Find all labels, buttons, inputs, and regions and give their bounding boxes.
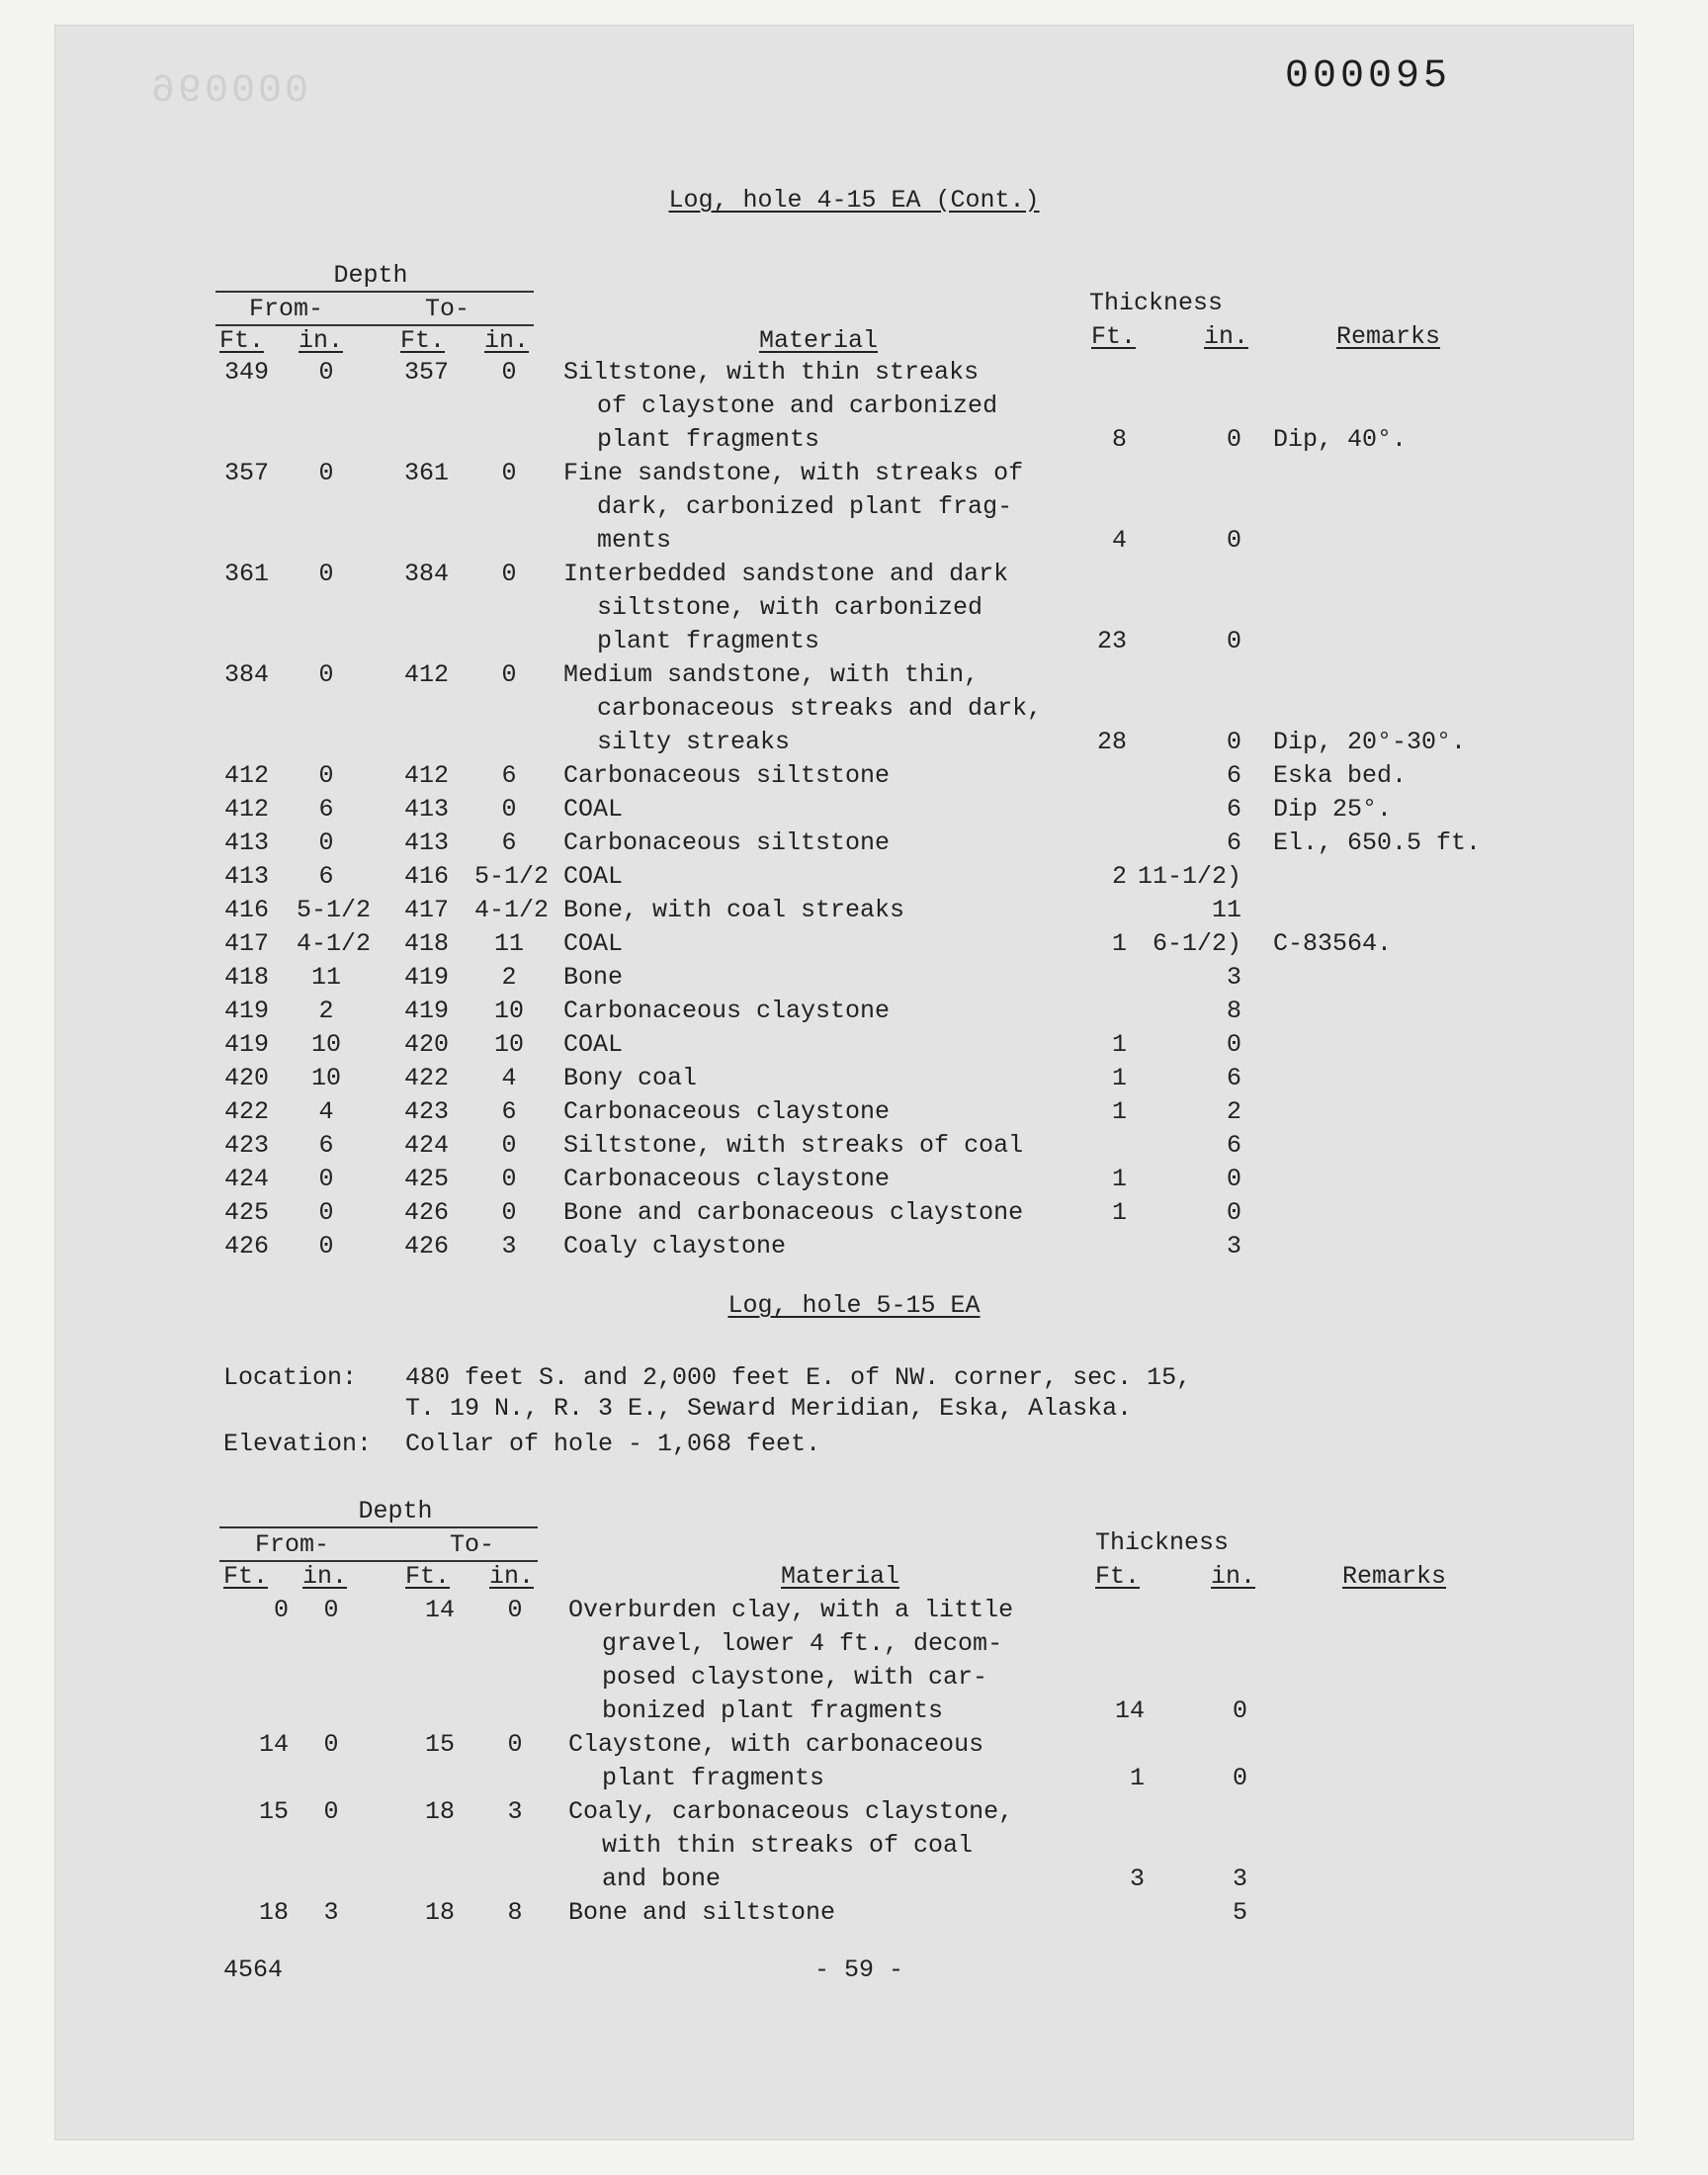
from-in-cell: 11	[310, 963, 341, 992]
from-in-cell: 0	[318, 1165, 334, 1193]
to-ft-cell: 419	[403, 963, 449, 992]
from-in-cell: 0	[318, 660, 334, 689]
depth-header: Depth	[333, 261, 408, 290]
material-cell: Medium sandstone, with thin,	[563, 660, 980, 689]
table1-title: Log, hole 4-15 EA (Cont.)	[668, 186, 1040, 215]
from-ft-cell: 416	[223, 896, 269, 924]
thickness-in-cell: 0	[1226, 728, 1241, 756]
thickness-in-cell: 3	[1226, 963, 1241, 992]
to-in-cell: 0	[501, 560, 517, 588]
location-line-1: 480 feet S. and 2,000 feet E. of NW. corner, sec. 15,	[405, 1363, 1192, 1392]
material-cell: Carbonaceous claystone	[563, 997, 891, 1025]
to-in-cell: 0	[501, 1131, 517, 1160]
from-ft-cell: 418	[223, 963, 269, 992]
thickness-header: Thickness	[1089, 289, 1224, 317]
from-ft-cell: 424	[223, 1165, 269, 1193]
thickness-in-cell: 3	[1232, 1865, 1247, 1893]
remarks-cell: C-83564.	[1273, 929, 1393, 958]
from-in-cell: 0	[318, 761, 334, 790]
thickness-in-cell: 2	[1226, 1097, 1241, 1126]
from-in-cell: 0	[318, 358, 334, 387]
from-ft-cell: 419	[223, 997, 269, 1025]
material-cell: Fine sandstone, with streaks of	[563, 459, 1024, 487]
to-in-cell: 0	[507, 1596, 523, 1624]
material-cell: Carbonaceous siltstone	[563, 761, 891, 790]
remarks-cell: Dip, 20°-30°.	[1273, 728, 1467, 756]
to-ft-cell: 14	[424, 1596, 455, 1624]
material-cell: posed claystone, with car-	[602, 1663, 988, 1692]
remarks-cell: El., 650.5 ft.	[1273, 828, 1482, 857]
material-cell: Bone	[563, 963, 624, 992]
thickness-in-cell: 6	[1226, 1131, 1241, 1160]
location-line-2: T. 19 N., R. 3 E., Seward Meridian, Eska, Alaska.	[405, 1394, 1133, 1423]
to-in-cell: 0	[501, 795, 517, 824]
to-ft-cell: 426	[403, 1232, 449, 1261]
remarks-cell: Eska bed.	[1273, 761, 1408, 790]
material-cell: carbonaceous streaks and dark,	[597, 694, 1043, 723]
from-in-cell: 0	[323, 1730, 339, 1759]
to-in-header: in.	[489, 1562, 535, 1591]
from-ft-cell: 357	[223, 459, 269, 487]
to-ft-cell: 417	[403, 896, 449, 924]
thickness-ft-cell: 1	[1111, 1030, 1127, 1059]
material-cell: Bone and siltstone	[568, 1898, 836, 1927]
thickness-in-cell: 11-1/2)	[1137, 862, 1241, 891]
to-in-cell: 0	[501, 459, 517, 487]
to-in-cell: 2	[501, 963, 517, 992]
thickness-ft-header: Ft.	[1095, 1562, 1141, 1591]
from-header: From-	[255, 1530, 330, 1559]
material-cell: Siltstone, with thin streaks	[563, 358, 980, 387]
from-in-cell: 0	[323, 1596, 339, 1624]
thickness-ft-cell: 14	[1114, 1696, 1145, 1725]
to-in-cell: 6	[501, 828, 517, 857]
thickness-ft-cell: 1	[1111, 1097, 1127, 1126]
from-ft-cell: 412	[223, 761, 269, 790]
show-through-page-id: 000096	[148, 69, 309, 114]
thickness-ft-cell: 4	[1111, 526, 1127, 555]
material-cell: dark, carbonized plant frag-	[597, 492, 1013, 521]
footer-code: 4564	[223, 1956, 284, 1984]
to-ft-header: Ft.	[400, 326, 446, 355]
material-cell: Bone, with coal streaks	[563, 896, 905, 924]
material-header: Material	[781, 1562, 900, 1591]
to-ft-cell: 416	[403, 862, 449, 891]
to-ft-cell: 357	[403, 358, 449, 387]
to-ft-cell: 420	[403, 1030, 449, 1059]
to-in-cell: 10	[493, 997, 524, 1025]
from-ft-cell: 419	[223, 1030, 269, 1059]
material-cell: Claystone, with carbonaceous	[568, 1730, 984, 1759]
location-label: Location:	[223, 1363, 358, 1392]
from-in-cell: 3	[323, 1898, 339, 1927]
to-ft-cell: 422	[403, 1064, 449, 1092]
from-in-header: in.	[299, 326, 344, 355]
to-in-cell: 6	[501, 1097, 517, 1126]
from-in-cell: 10	[310, 1030, 341, 1059]
to-ft-cell: 425	[403, 1165, 449, 1193]
material-header: Material	[759, 326, 879, 355]
table2-title: Log, hole 5-15 EA	[727, 1291, 981, 1320]
page-number: - 59 -	[814, 1956, 904, 1984]
thickness-in-cell: 6-1/2)	[1152, 929, 1241, 958]
to-in-cell: 4	[501, 1064, 517, 1092]
thickness-in-cell: 0	[1232, 1696, 1247, 1725]
material-cell: with thin streaks of coal	[602, 1831, 974, 1860]
to-in-cell: 0	[501, 660, 517, 689]
from-ft-cell: 426	[223, 1232, 269, 1261]
to-in-cell: 0	[501, 1198, 517, 1227]
material-cell: plant fragments	[597, 425, 820, 454]
from-in-cell: 0	[318, 828, 334, 857]
to-ft-cell: 412	[403, 660, 449, 689]
from-ft-cell: 420	[223, 1064, 269, 1092]
material-cell: Carbonaceous claystone	[563, 1165, 891, 1193]
from-ft-cell: 412	[223, 795, 269, 824]
to-ft-cell: 413	[403, 828, 449, 857]
from-in-cell: 0	[318, 459, 334, 487]
from-in-cell: 6	[318, 795, 334, 824]
from-ft-cell: 14	[258, 1730, 289, 1759]
material-cell: COAL	[563, 929, 624, 958]
material-cell: Coaly, carbonaceous claystone,	[568, 1797, 1014, 1826]
to-in-header: in.	[484, 326, 530, 355]
to-ft-cell: 424	[403, 1131, 449, 1160]
to-ft-cell: 18	[424, 1898, 455, 1927]
thickness-ft-cell: 1	[1111, 1198, 1127, 1227]
from-in-cell: 10	[310, 1064, 341, 1092]
thickness-ft-cell: 28	[1096, 728, 1127, 756]
to-ft-cell: 423	[403, 1097, 449, 1126]
thickness-in-cell: 5	[1232, 1898, 1247, 1927]
from-in-cell: 6	[318, 1131, 334, 1160]
from-ft-cell: 0	[273, 1596, 289, 1624]
from-ft-header: Ft.	[219, 326, 265, 355]
from-ft-cell: 18	[258, 1898, 289, 1927]
from-ft-cell: 425	[223, 1198, 269, 1227]
to-in-cell: 11	[493, 929, 524, 958]
thickness-header: Thickness	[1095, 1528, 1230, 1557]
material-cell: COAL	[563, 862, 624, 891]
to-header: To-	[425, 295, 470, 323]
material-cell: Bone and carbonaceous claystone	[563, 1198, 1024, 1227]
from-in-cell: 0	[318, 1198, 334, 1227]
from-ft-cell: 349	[223, 358, 269, 387]
thickness-ft-cell: 8	[1111, 425, 1127, 454]
material-cell: bonized plant fragments	[602, 1696, 944, 1725]
material-cell: plant fragments	[602, 1764, 825, 1792]
thickness-in-cell: 6	[1226, 1064, 1241, 1092]
page-id: 000095	[1284, 54, 1451, 99]
remarks-header: Remarks	[1342, 1562, 1447, 1591]
thickness-ft-cell: 23	[1096, 627, 1127, 655]
remarks-header: Remarks	[1336, 322, 1441, 351]
material-cell: gravel, lower 4 ft., decom-	[602, 1629, 1003, 1658]
thickness-in-header: in.	[1211, 1562, 1256, 1591]
thickness-ft-header: Ft.	[1091, 322, 1137, 351]
to-in-cell: 4-1/2	[474, 896, 550, 924]
from-ft-cell: 413	[223, 828, 269, 857]
to-in-cell: 0	[501, 1165, 517, 1193]
to-ft-cell: 384	[403, 560, 449, 588]
material-cell: of claystone and carbonized	[597, 392, 998, 420]
thickness-in-cell: 6	[1226, 795, 1241, 824]
thickness-in-cell: 6	[1226, 828, 1241, 857]
to-ft-cell: 418	[403, 929, 449, 958]
to-ft-cell: 419	[403, 997, 449, 1025]
material-cell: Carbonaceous siltstone	[563, 828, 891, 857]
from-ft-cell: 15	[258, 1797, 289, 1826]
to-in-cell: 10	[493, 1030, 524, 1059]
material-cell: Overburden clay, with a little	[568, 1596, 1014, 1624]
thickness-in-cell: 11	[1211, 896, 1241, 924]
thickness-in-cell: 0	[1226, 1165, 1241, 1193]
to-in-cell: 8	[507, 1898, 523, 1927]
material-cell: Coaly claystone	[563, 1232, 787, 1261]
from-in-cell: 0	[318, 1232, 334, 1261]
depth-header: Depth	[358, 1497, 433, 1525]
from-header: From-	[249, 295, 324, 323]
from-in-cell: 6	[318, 862, 334, 891]
to-ft-cell: 412	[403, 761, 449, 790]
thickness-in-cell: 0	[1226, 627, 1241, 655]
material-cell: Siltstone, with streaks of coal	[563, 1131, 1024, 1160]
thickness-ft-cell: 1	[1129, 1764, 1145, 1792]
elevation-label: Elevation:	[223, 1430, 373, 1458]
from-ft-cell: 423	[223, 1131, 269, 1160]
to-in-cell: 0	[501, 358, 517, 387]
from-ft-cell: 413	[223, 862, 269, 891]
from-in-cell: 5-1/2	[297, 896, 372, 924]
thickness-in-cell: 6	[1226, 761, 1241, 790]
material-cell: Interbedded sandstone and dark	[563, 560, 1009, 588]
to-ft-cell: 15	[424, 1730, 455, 1759]
thickness-ft-cell: 1	[1111, 929, 1127, 958]
to-ft-cell: 361	[403, 459, 449, 487]
thickness-in-header: in.	[1204, 322, 1249, 351]
from-in-cell: 4	[318, 1097, 334, 1126]
from-in-cell: 0	[323, 1797, 339, 1826]
thickness-in-cell: 0	[1232, 1764, 1247, 1792]
to-in-cell: 3	[501, 1232, 517, 1261]
material-cell: plant fragments	[597, 627, 820, 655]
from-in-cell: 4-1/2	[297, 929, 372, 958]
thickness-in-cell: 0	[1226, 425, 1241, 454]
material-cell: COAL	[563, 1030, 624, 1059]
from-ft-cell: 384	[223, 660, 269, 689]
from-in-header: in.	[302, 1562, 348, 1591]
material-cell: Bony coal	[563, 1064, 698, 1092]
material-cell: silty streaks	[597, 728, 791, 756]
to-header: To-	[450, 1530, 495, 1559]
from-in-cell: 2	[318, 997, 334, 1025]
to-ft-header: Ft.	[405, 1562, 451, 1591]
remarks-cell: Dip 25°.	[1273, 795, 1393, 824]
from-ft-header: Ft.	[223, 1562, 269, 1591]
to-ft-cell: 426	[403, 1198, 449, 1227]
thickness-in-cell: 0	[1226, 1030, 1241, 1059]
material-cell: ments	[597, 526, 672, 555]
to-in-cell: 6	[501, 761, 517, 790]
to-in-cell: 3	[507, 1797, 523, 1826]
thickness-in-cell: 0	[1226, 1198, 1241, 1227]
thickness-ft-cell: 2	[1111, 862, 1127, 891]
thickness-in-cell: 8	[1226, 997, 1241, 1025]
from-ft-cell: 422	[223, 1097, 269, 1126]
material-cell: Carbonaceous claystone	[563, 1097, 891, 1126]
thickness-ft-cell: 1	[1111, 1165, 1127, 1193]
elevation-value: Collar of hole - 1,068 feet.	[405, 1430, 821, 1458]
from-ft-cell: 361	[223, 560, 269, 588]
from-ft-cell: 417	[223, 929, 269, 958]
thickness-in-cell: 3	[1226, 1232, 1241, 1261]
material-cell: siltstone, with carbonized	[597, 593, 983, 622]
to-ft-cell: 413	[403, 795, 449, 824]
thickness-ft-cell: 1	[1111, 1064, 1127, 1092]
thickness-ft-cell: 3	[1129, 1865, 1145, 1893]
to-in-cell: 5-1/2	[474, 862, 550, 891]
to-ft-cell: 18	[424, 1797, 455, 1826]
material-cell: COAL	[563, 795, 624, 824]
to-in-cell: 0	[507, 1730, 523, 1759]
material-cell: and bone	[602, 1865, 722, 1893]
remarks-cell: Dip, 40°.	[1273, 425, 1408, 454]
thickness-in-cell: 0	[1226, 526, 1241, 555]
from-in-cell: 0	[318, 560, 334, 588]
